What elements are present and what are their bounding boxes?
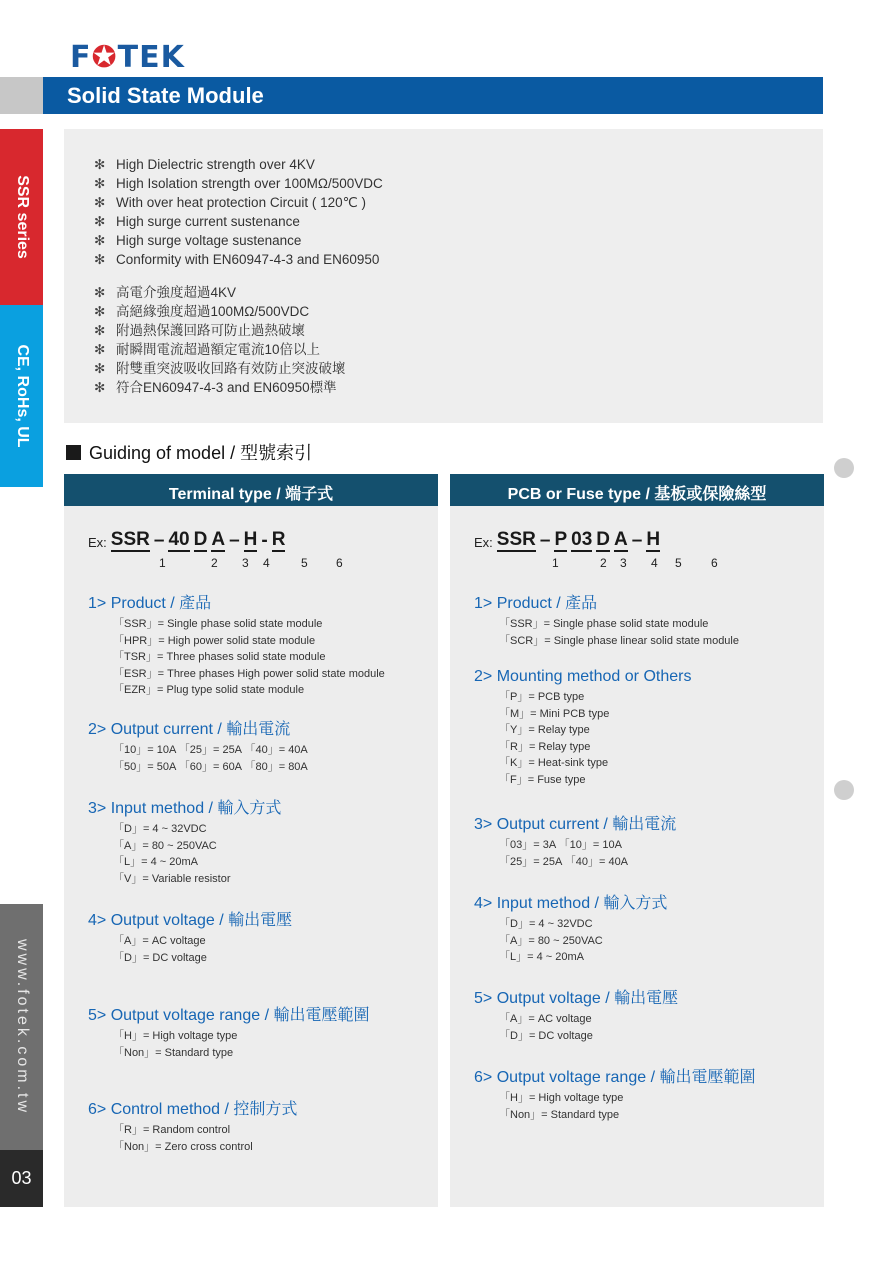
panel-title: PCB or Fuse type / 基板或保險絲型 bbox=[450, 474, 824, 506]
model-code-part: H bbox=[646, 529, 661, 550]
feature-item bbox=[94, 359, 823, 378]
example-label: Ex: bbox=[88, 535, 107, 550]
model-part-number: 2 bbox=[600, 556, 607, 570]
model-section-title: 3> Output current / 輸出電流 bbox=[474, 816, 677, 833]
model-code-part: R bbox=[271, 529, 286, 550]
side-tab-certs-label: CE, RoHs, UL bbox=[13, 344, 31, 448]
model-section bbox=[88, 1002, 369, 1061]
model-option-line: 「SSR」= Single phase solid state module bbox=[499, 618, 709, 630]
feature-item bbox=[94, 174, 823, 193]
asterisk-icon: ✻ bbox=[94, 380, 106, 395]
model-option-line: 「10」= 10A 「25」= 25A 「40」= 40A bbox=[113, 744, 308, 756]
model-part-number: 4 bbox=[263, 556, 270, 570]
asterisk-icon: ✻ bbox=[94, 233, 106, 248]
model-part-number: 5 bbox=[301, 556, 308, 570]
model-option-line: 「TSR」= Three phases solid state module bbox=[113, 651, 326, 663]
model-part-number: 6 bbox=[711, 556, 718, 570]
pcb-fuse-type-panel bbox=[450, 474, 824, 1207]
model-code-part: D bbox=[596, 529, 611, 550]
model-option-line: 「V」= Variable resistor bbox=[113, 872, 231, 885]
model-option-line: 「R」= Relay type bbox=[499, 740, 591, 753]
feature-text: 耐瞬間電流超過額定電流10倍以上 bbox=[116, 342, 321, 357]
model-part-number: 1 bbox=[552, 556, 559, 570]
decorative-circle-icon bbox=[834, 458, 854, 478]
feature-item bbox=[94, 340, 823, 359]
feature-text: High Isolation strength over 100MΩ/500VDC bbox=[116, 176, 383, 191]
model-option-line: 「L」= 4 ~ 20mA bbox=[499, 951, 584, 963]
feature-text: With over heat protection Circuit ( 120℃ ) bbox=[116, 195, 367, 210]
model-section-title: 1> Product / 產品 bbox=[88, 595, 212, 612]
side-tab-certs bbox=[0, 305, 43, 487]
model-option-line: 「HPR」= High power solid state module bbox=[113, 634, 316, 647]
asterisk-icon: ✻ bbox=[94, 157, 106, 172]
logo-suffix: TEK bbox=[117, 40, 185, 75]
logo-prefix: F bbox=[70, 40, 92, 75]
feature-item bbox=[94, 231, 823, 250]
square-bullet-icon bbox=[66, 445, 81, 460]
features-zh-list bbox=[94, 283, 823, 397]
model-section-title: 2> Output current / 輸出電流 bbox=[88, 721, 291, 738]
model-example-numbers bbox=[88, 556, 343, 572]
model-option-line: 「D」= DC voltage bbox=[499, 1029, 593, 1042]
model-option-line: 「Y」= Relay type bbox=[499, 724, 590, 736]
feature-text: 符合EN60947-4-3 and EN60950標準 bbox=[116, 380, 337, 395]
model-part-number: 1 bbox=[159, 556, 166, 570]
model-option-line: 「Non」= Zero cross control bbox=[113, 1140, 253, 1153]
model-option-line: 「50」= 50A 「60」= 60A 「80」= 80A bbox=[113, 760, 308, 773]
model-section-title: 3> Input method / 輸入方式 bbox=[88, 800, 282, 817]
model-section bbox=[474, 590, 739, 649]
model-option-line: 「A」= 80 ~ 250VAC bbox=[499, 934, 603, 947]
model-section bbox=[474, 985, 678, 1044]
asterisk-icon: ✻ bbox=[94, 176, 106, 191]
asterisk-icon: ✻ bbox=[94, 342, 106, 357]
model-section bbox=[474, 811, 676, 870]
model-option-line: 「K」= Heat-sink type bbox=[499, 757, 609, 769]
panel-title: Terminal type / 端子式 bbox=[64, 474, 438, 506]
feature-text: 高絕緣強度超過100MΩ/500VDC bbox=[116, 304, 310, 319]
example-label: Ex: bbox=[474, 535, 493, 550]
model-part-number: 3 bbox=[620, 556, 627, 570]
model-part-number: 3 bbox=[242, 556, 249, 570]
model-code-part: 03 bbox=[571, 529, 593, 550]
fotek-logo bbox=[70, 40, 185, 75]
model-section bbox=[474, 668, 691, 788]
model-option-line: 「EZR」= Plug type solid state module bbox=[113, 684, 305, 696]
model-code-part: SSR bbox=[496, 529, 536, 550]
model-section bbox=[88, 795, 281, 887]
asterisk-icon: ✻ bbox=[94, 195, 106, 210]
model-section-title: 1> Product / 產品 bbox=[474, 595, 598, 612]
model-section bbox=[474, 1064, 755, 1123]
side-tab-series-label: SSR series bbox=[13, 175, 31, 259]
feature-item bbox=[94, 155, 823, 174]
guide-heading-text: Guiding of model / 型號索引 bbox=[89, 443, 313, 463]
decorative-circle-icon bbox=[834, 780, 854, 800]
model-part-number: 5 bbox=[675, 556, 682, 570]
model-option-line: 「L」= 4 ~ 20mA bbox=[113, 856, 198, 868]
model-section-title: 4> Input method / 輸入方式 bbox=[474, 895, 668, 912]
terminal-type-panel bbox=[64, 474, 438, 1207]
model-option-line: 「H」= High voltage type bbox=[499, 1092, 624, 1104]
feature-item bbox=[94, 250, 823, 269]
model-section-title: 2> Mounting method or Others bbox=[474, 668, 692, 685]
model-option-line: 「M」= Mini PCB type bbox=[499, 707, 610, 720]
model-code-part: H bbox=[243, 529, 258, 550]
header-gray-tab bbox=[0, 77, 43, 114]
model-option-line: 「D」= 4 ~ 32VDC bbox=[499, 918, 593, 930]
model-option-line: 「A」= AC voltage bbox=[499, 1013, 592, 1025]
model-code-part: A bbox=[211, 529, 226, 550]
model-separator: – bbox=[153, 530, 165, 551]
feature-item bbox=[94, 193, 823, 212]
model-code-part: 40 bbox=[168, 529, 190, 550]
model-section bbox=[88, 1096, 297, 1155]
features-en-list bbox=[94, 155, 823, 269]
logo-mark-icon: ✪ bbox=[91, 40, 118, 75]
model-option-line: 「SCR」= Single phase linear solid state module bbox=[499, 634, 739, 647]
model-code-part: A bbox=[614, 529, 628, 550]
model-separator: – bbox=[631, 530, 643, 551]
feature-item bbox=[94, 212, 823, 231]
side-tab-website bbox=[0, 904, 43, 1150]
model-option-line: 「A」= AC voltage bbox=[113, 935, 206, 947]
model-option-line: 「SSR」= Single phase solid state module bbox=[113, 618, 323, 630]
asterisk-icon: ✻ bbox=[94, 304, 106, 319]
model-option-line: 「R」= Random control bbox=[113, 1124, 231, 1136]
side-tab-series bbox=[0, 129, 43, 305]
guide-heading bbox=[66, 439, 312, 465]
model-example-numbers bbox=[474, 556, 718, 572]
model-code-part: D bbox=[193, 529, 208, 550]
model-option-line: 「ESR」= Three phases High power solid state module bbox=[113, 667, 385, 680]
model-section bbox=[474, 890, 667, 966]
model-option-line: 「A」= 80 ~ 250VAC bbox=[113, 839, 217, 852]
model-part-number: 6 bbox=[336, 556, 343, 570]
model-option-line: 「Non」= Standard type bbox=[499, 1108, 620, 1121]
model-separator: - bbox=[261, 530, 268, 551]
asterisk-icon: ✻ bbox=[94, 285, 106, 300]
feature-item bbox=[94, 302, 823, 321]
model-option-line: 「P」= PCB type bbox=[499, 691, 585, 703]
website-label: www.fotek.com.tw bbox=[13, 938, 31, 1116]
model-section-title: 6> Control method / 控制方式 bbox=[88, 1101, 298, 1118]
model-code-part: SSR bbox=[110, 529, 150, 550]
model-option-line: 「D」= DC voltage bbox=[113, 951, 207, 964]
asterisk-icon: ✻ bbox=[94, 323, 106, 338]
model-example-row bbox=[474, 530, 664, 552]
model-part-number: 4 bbox=[651, 556, 658, 570]
model-example bbox=[88, 529, 343, 572]
asterisk-icon: ✻ bbox=[94, 252, 106, 267]
model-option-line: 「F」= Fuse type bbox=[499, 773, 586, 786]
model-example-row bbox=[88, 530, 289, 552]
model-separator: – bbox=[539, 530, 551, 551]
model-section-title: 6> Output voltage range / 輸出電壓範圍 bbox=[474, 1069, 756, 1086]
model-section-title: 5> Output voltage / 輸出電壓 bbox=[474, 990, 679, 1007]
feature-box bbox=[64, 129, 823, 423]
model-section bbox=[88, 590, 385, 699]
model-part-number: 2 bbox=[211, 556, 218, 570]
model-option-line: 「H」= High voltage type bbox=[113, 1030, 238, 1042]
model-section bbox=[88, 907, 292, 966]
model-option-line: 「25」= 25A 「40」= 40A bbox=[499, 855, 629, 868]
model-option-line: 「D」= 4 ~ 32VDC bbox=[113, 823, 207, 835]
feature-item bbox=[94, 321, 823, 340]
model-separator: – bbox=[229, 530, 240, 551]
model-section-title: 5> Output voltage range / 輸出電壓範圍 bbox=[88, 1007, 370, 1024]
asterisk-icon: ✻ bbox=[94, 361, 106, 376]
feature-text: 附雙重突波吸收回路有效防止突波破壞 bbox=[116, 361, 346, 376]
page-title: Solid State Module bbox=[43, 77, 823, 114]
model-section-title: 4> Output voltage / 輸出電壓 bbox=[88, 912, 293, 929]
feature-text: Conformity with EN60947-4-3 and EN60950 bbox=[116, 252, 380, 267]
feature-text: High surge current sustenance bbox=[116, 214, 300, 229]
feature-text: High Dielectric strength over 4KV bbox=[116, 157, 315, 172]
model-section bbox=[88, 716, 308, 775]
model-example bbox=[474, 529, 718, 572]
page-number: 03 bbox=[0, 1150, 43, 1207]
feature-text: 高電介強度超過4KV bbox=[116, 285, 237, 300]
feature-item bbox=[94, 283, 823, 302]
feature-item bbox=[94, 378, 823, 397]
model-option-line: 「03」= 3A 「10」= 10A bbox=[499, 839, 622, 851]
asterisk-icon: ✻ bbox=[94, 214, 106, 229]
feature-text: 附過熱保護回路可防止過熱破壞 bbox=[116, 323, 305, 338]
model-option-line: 「Non」= Standard type bbox=[113, 1046, 234, 1059]
feature-text: High surge voltage sustenance bbox=[116, 233, 302, 248]
model-code-part: P bbox=[554, 529, 568, 550]
